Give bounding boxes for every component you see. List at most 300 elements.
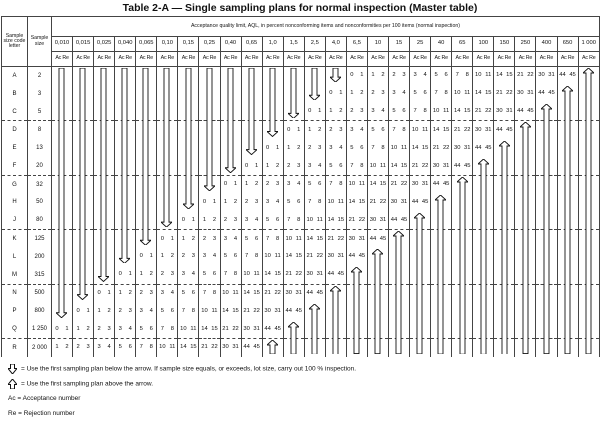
code-letter: A <box>2 67 28 85</box>
sample-size: 800 <box>28 302 52 320</box>
re-value: 15 <box>337 216 345 223</box>
plan-cell <box>473 85 494 103</box>
plan-cell <box>199 248 220 266</box>
re-value: 45 <box>527 108 534 115</box>
re-value: 4 <box>276 199 280 206</box>
plan-cell <box>410 175 431 193</box>
re-value: 6 <box>233 253 238 260</box>
re-value: 22 <box>485 108 492 115</box>
ac-value: 21 <box>453 126 461 133</box>
ac-value: 2 <box>160 271 164 278</box>
sample-size: 50 <box>28 193 52 211</box>
re-value: 15 <box>295 253 302 260</box>
sample-size: 5 <box>28 103 52 121</box>
plan-cell <box>304 139 325 157</box>
re-value: 3 <box>170 271 174 278</box>
re-value: 45 <box>485 144 492 151</box>
up-arrow-icon <box>414 213 425 354</box>
plan-cell <box>52 338 73 356</box>
re-value: 2 <box>128 289 132 296</box>
ac-re-header: Ac Re <box>220 52 241 67</box>
legend-down-text: = Use the first sampling plan below the arrow. If sample size equals, or exceeds, lot size, carry out 100 % inspection. <box>21 365 357 373</box>
re-value: 1 <box>318 108 322 115</box>
ac-value: 44 <box>390 216 398 223</box>
plan-cell <box>136 284 157 302</box>
plan-cell <box>346 67 367 85</box>
ac-value: 7 <box>223 271 228 278</box>
aql-value: 2,5 <box>304 37 325 52</box>
ac-value: 21 <box>390 181 398 188</box>
ac-value: 30 <box>306 271 313 278</box>
up-arrow-icon <box>499 141 510 355</box>
plan-cell <box>346 248 367 266</box>
re-value: 45 <box>421 199 429 206</box>
plan-cell <box>94 338 115 356</box>
ac-value: 3 <box>329 144 333 151</box>
code-letter: R <box>2 338 28 356</box>
re-value: 3 <box>339 126 343 133</box>
aql-value: 400 <box>536 37 557 52</box>
ac-value: 21 <box>264 289 271 296</box>
plan-cell <box>157 320 178 338</box>
code-letter: E <box>2 139 28 157</box>
re-value: 1 <box>170 235 174 242</box>
ac-value: 3 <box>223 235 228 242</box>
re-value: 1 <box>339 90 343 97</box>
re-value: 11 <box>190 325 197 332</box>
ac-value: 5 <box>266 216 270 223</box>
plan-cell <box>157 284 178 302</box>
ac-value: 3 <box>350 126 354 133</box>
ac-value: 3 <box>287 181 291 188</box>
plan-cell <box>304 121 325 139</box>
ac-value: 30 <box>475 126 482 133</box>
ac-value: 0 <box>350 72 354 79</box>
ac-value: 1 <box>160 253 164 260</box>
plan-cell <box>283 139 304 157</box>
aql-value: 0,010 <box>52 37 73 52</box>
plan-cell <box>346 157 367 175</box>
plan-cell <box>199 230 220 248</box>
ac-value: 44 <box>348 253 356 260</box>
plan-cell <box>136 338 157 356</box>
ac-value: 0 <box>202 199 207 206</box>
plan-cell <box>346 85 367 103</box>
re-value: 31 <box>379 216 387 223</box>
re-value: 3 <box>128 307 132 314</box>
ac-value: 10 <box>201 307 208 314</box>
re-value: 31 <box>400 199 408 206</box>
ac-value: 10 <box>432 108 440 115</box>
re-value: 15 <box>253 289 260 296</box>
re-value: 8 <box>212 289 217 296</box>
ac-value: 7 <box>413 108 417 115</box>
re-value: 3 <box>381 90 385 97</box>
ac-value: 14 <box>369 181 377 188</box>
plan-cell <box>304 284 325 302</box>
plan-cell <box>367 85 388 103</box>
ac-value: 7 <box>371 144 375 151</box>
plan-cell <box>220 212 241 230</box>
re-value: 1 <box>149 253 153 260</box>
re-value: 15 <box>190 344 197 351</box>
sample-size: 13 <box>28 139 52 157</box>
re-value: 45 <box>569 72 576 79</box>
ac-re-header: Ac Re <box>199 52 220 67</box>
plan-cell <box>304 230 325 248</box>
plan-cell <box>367 175 388 193</box>
ac-value: 3 <box>308 162 312 169</box>
re-value: 6 <box>381 126 385 133</box>
plan-cell <box>473 139 494 157</box>
code-letter: N <box>2 284 28 302</box>
ac-value: 30 <box>411 181 419 188</box>
plan-cell <box>178 248 199 266</box>
plan-cell <box>178 212 199 230</box>
ac-value: 10 <box>264 253 271 260</box>
plan-cell <box>115 338 136 356</box>
re-value: 31 <box>316 271 324 278</box>
plan-cell <box>410 121 431 139</box>
re-value: 22 <box>274 289 281 296</box>
sample-size: 32 <box>28 175 52 193</box>
ac-value: 1 <box>308 126 312 133</box>
plan-cell <box>262 248 283 266</box>
plan-cell <box>220 284 241 302</box>
ac-value: 0 <box>329 90 333 97</box>
up-arrow-icon <box>372 249 383 354</box>
ac-value: 44 <box>453 162 461 169</box>
ac-value: 14 <box>348 199 356 206</box>
table-row <box>2 175 600 193</box>
table-title: Table 2-A — Single sampling plans for normal inspection (Master table) <box>122 2 478 14</box>
plan-cell <box>452 103 473 121</box>
ac-value: 1 <box>329 108 333 115</box>
plan-cell <box>241 302 262 320</box>
re-value: 11 <box>485 72 492 79</box>
up-arrow-icon <box>288 322 299 354</box>
ac-value: 7 <box>308 199 312 206</box>
legend-up <box>8 379 153 389</box>
ac-value: 1 <box>76 325 80 332</box>
aql-value: 0,040 <box>115 37 136 52</box>
re-value: 22 <box>379 199 387 206</box>
re-value: 45 <box>379 235 387 242</box>
ac-value: 2 <box>139 289 143 296</box>
ac-value: 7 <box>329 181 333 188</box>
plan-cell <box>389 193 410 211</box>
plan-cell <box>367 230 388 248</box>
re-value: 2 <box>65 344 69 351</box>
ac-value: 21 <box>327 235 335 242</box>
ac-value: 1 <box>181 235 185 242</box>
plan-cell <box>283 193 304 211</box>
ac-re-header: Ac Re <box>515 52 536 67</box>
re-value: 22 <box>527 72 534 79</box>
down-arrow-icon <box>98 68 109 282</box>
up-arrow-icon <box>562 86 573 354</box>
re-value: 4 <box>107 344 111 351</box>
code-letter: D <box>2 121 28 139</box>
ac-value: 10 <box>369 162 377 169</box>
re-value: 4 <box>254 216 259 223</box>
re-value: 4 <box>402 90 406 97</box>
re-value: 8 <box>318 199 322 206</box>
ac-value: 0 <box>55 325 59 332</box>
plan-cell <box>431 67 452 85</box>
ac-value: 5 <box>181 289 185 296</box>
re-value: 3 <box>107 325 111 332</box>
re-value: 11 <box>316 216 323 223</box>
re-value: 11 <box>337 199 344 206</box>
table-row <box>2 338 600 356</box>
sample-size: 2 000 <box>28 338 52 356</box>
plan-cell <box>220 175 241 193</box>
down-arrow-icon <box>161 68 172 227</box>
plan-cell <box>241 175 262 193</box>
plan-cell <box>431 175 452 193</box>
ac-re-header: Ac Re <box>304 52 325 67</box>
re-value: 15 <box>442 126 450 133</box>
ac-value: 3 <box>181 271 185 278</box>
ac-value: 0 <box>244 162 249 169</box>
ac-re-header: Ac Re <box>536 52 557 67</box>
re-value: 31 <box>358 235 366 242</box>
plan-cell <box>73 338 94 356</box>
sample-size: 80 <box>28 212 52 230</box>
ac-value: 44 <box>327 271 335 278</box>
re-value: 15 <box>421 144 429 151</box>
up-arrow-icon <box>583 68 594 354</box>
plan-cell <box>410 157 431 175</box>
plan-cell <box>536 67 557 85</box>
ac-value: 30 <box>538 72 545 79</box>
ac-value: 2 <box>308 144 312 151</box>
ac-value: 0 <box>97 289 101 296</box>
ac-re-header: Ac Re <box>431 52 452 67</box>
re-value: 1 <box>297 126 301 133</box>
re-value: 22 <box>253 307 260 314</box>
ac-value: 7 <box>266 235 270 242</box>
re-value: 45 <box>253 344 260 351</box>
plan-cell <box>452 157 473 175</box>
plan-cell <box>367 103 388 121</box>
ac-value: 1 <box>350 90 354 97</box>
re-value: 31 <box>295 289 302 296</box>
re-value: 8 <box>276 235 280 242</box>
plan-cell <box>220 266 241 284</box>
re-value: 8 <box>339 181 343 188</box>
up-arrow-icon <box>541 104 552 354</box>
ac-value: 44 <box>559 72 566 79</box>
ac-value: 30 <box>517 90 524 97</box>
re-value: 8 <box>465 72 469 79</box>
ac-value: 3 <box>97 344 101 351</box>
plan-cell <box>431 157 452 175</box>
plan-cell <box>178 320 199 338</box>
plan-cell <box>178 302 199 320</box>
plan-cell <box>199 320 220 338</box>
aql-value: 10 <box>367 37 388 52</box>
re-value: 2 <box>170 253 174 260</box>
plan-cell <box>283 284 304 302</box>
ac-value: 2 <box>266 181 270 188</box>
re-value: 2 <box>318 126 322 133</box>
plan-cell <box>346 175 367 193</box>
up-arrow-icon <box>309 304 320 354</box>
plan-cell <box>94 320 115 338</box>
ac-value: 10 <box>327 199 335 206</box>
ac-value: 14 <box>222 307 229 314</box>
re-value: 8 <box>149 344 153 351</box>
aql-value: 15 <box>389 37 410 52</box>
plan-cell <box>346 212 367 230</box>
ac-value: 3 <box>392 90 396 97</box>
ac-value: 10 <box>285 235 292 242</box>
re-value: 15 <box>232 307 239 314</box>
plan-cell <box>325 157 346 175</box>
ac-value: 3 <box>266 199 270 206</box>
plan-cell <box>346 139 367 157</box>
re-value: 3 <box>254 199 259 206</box>
ac-value: 1 <box>97 307 101 314</box>
ac-value: 2 <box>371 90 375 97</box>
plan-cell <box>325 266 346 284</box>
aql-value: 650 <box>557 37 578 52</box>
re-value: 1 <box>86 307 90 314</box>
aql-value: 0,15 <box>178 37 199 52</box>
re-value: 45 <box>316 289 324 296</box>
code-letter: G <box>2 175 28 193</box>
re-value: 4 <box>128 325 132 332</box>
ac-value: 3 <box>413 72 417 79</box>
plan-cell <box>304 193 325 211</box>
re-value: 8 <box>254 253 259 260</box>
ac-re-header: Ac Re <box>578 52 599 67</box>
re-value: 6 <box>191 289 196 296</box>
re-value: 4 <box>381 108 385 115</box>
plan-cell <box>262 193 283 211</box>
ac-value: 30 <box>285 289 292 296</box>
table-row <box>2 266 600 284</box>
plan-cell <box>115 302 136 320</box>
ac-value: 2 <box>223 216 228 223</box>
re-value: 2 <box>339 108 343 115</box>
re-value: 45 <box>358 253 366 260</box>
aql-value: 0,025 <box>94 37 115 52</box>
plan-cell <box>304 212 325 230</box>
table-row <box>2 212 600 230</box>
re-value: 31 <box>485 126 492 133</box>
plan-cell <box>199 338 220 356</box>
ac-value: 0 <box>308 108 312 115</box>
aql-value: 0,065 <box>136 37 157 52</box>
down-arrow-icon <box>56 68 67 318</box>
ac-value: 10 <box>159 344 166 351</box>
ac-value: 7 <box>139 344 143 351</box>
ac-value: 44 <box>411 199 419 206</box>
re-value: 22 <box>421 162 429 169</box>
down-arrow-icon <box>246 68 257 155</box>
plan-cell <box>346 230 367 248</box>
re-value: 11 <box>379 162 386 169</box>
ac-value: 0 <box>160 235 164 242</box>
re-value: 15 <box>358 199 366 206</box>
plan-cell <box>389 67 410 85</box>
re-value: 4 <box>297 181 301 188</box>
re-value: 6 <box>423 90 427 97</box>
ac-re-header: Ac Re <box>452 52 473 67</box>
ac-value: 14 <box>306 235 313 242</box>
ac-value: 10 <box>411 126 419 133</box>
ac-value: 2 <box>202 235 207 242</box>
plan-cell <box>283 121 304 139</box>
ac-re-header: Ac Re <box>73 52 94 67</box>
re-value: 45 <box>400 216 408 223</box>
re-value: 22 <box>506 90 513 97</box>
aql-value: 1,0 <box>262 37 283 52</box>
re-value: 3 <box>149 289 153 296</box>
re-value: 1 <box>65 325 69 332</box>
plan-cell <box>367 157 388 175</box>
plan-cell <box>304 175 325 193</box>
down-arrow-icon <box>204 68 215 191</box>
re-value: 31 <box>421 181 429 188</box>
legend-up-text: = Use the first sampling plan above the arrow. <box>21 380 154 388</box>
table-row <box>2 248 600 266</box>
plan-cell <box>157 266 178 284</box>
re-value: 1 <box>254 162 259 169</box>
ac-value: 10 <box>475 72 482 79</box>
ac-value: 44 <box>285 307 292 314</box>
re-value: 22 <box>295 271 302 278</box>
re-value: 2 <box>381 72 385 79</box>
plan-cell <box>283 157 304 175</box>
plan-cell <box>262 139 283 157</box>
ac-value: 30 <box>348 235 356 242</box>
re-value: 8 <box>381 144 385 151</box>
plan-cell <box>515 85 536 103</box>
ac-re-header: Ac Re <box>410 52 431 67</box>
aql-value: 1,5 <box>283 37 304 52</box>
ac-re-header: Ac Re <box>557 52 578 67</box>
ac-value: 0 <box>223 181 228 188</box>
re-value: 8 <box>360 162 364 169</box>
re-value: 31 <box>506 108 513 115</box>
re-value: 6 <box>297 199 301 206</box>
ac-value: 5 <box>287 199 291 206</box>
sampling-plan-table <box>1 16 600 357</box>
ac-value: 7 <box>434 90 438 97</box>
ac-value: 3 <box>160 289 164 296</box>
ac-value: 7 <box>455 72 459 79</box>
ac-value: 21 <box>517 72 524 79</box>
re-value: 8 <box>444 90 448 97</box>
re-value: 6 <box>212 271 217 278</box>
plan-cell <box>304 157 325 175</box>
sample-size: 8 <box>28 121 52 139</box>
plan-cell <box>367 121 388 139</box>
ac-value: 7 <box>287 216 291 223</box>
code-letter: L <box>2 248 28 266</box>
re-value: 45 <box>337 271 345 278</box>
plan-cell <box>157 338 178 356</box>
ac-value: 1 <box>118 289 122 296</box>
ac-value: 21 <box>222 325 229 332</box>
re-value: 8 <box>297 216 301 223</box>
ac-re-header: Ac Re <box>389 52 410 67</box>
re-value: 6 <box>254 235 259 242</box>
